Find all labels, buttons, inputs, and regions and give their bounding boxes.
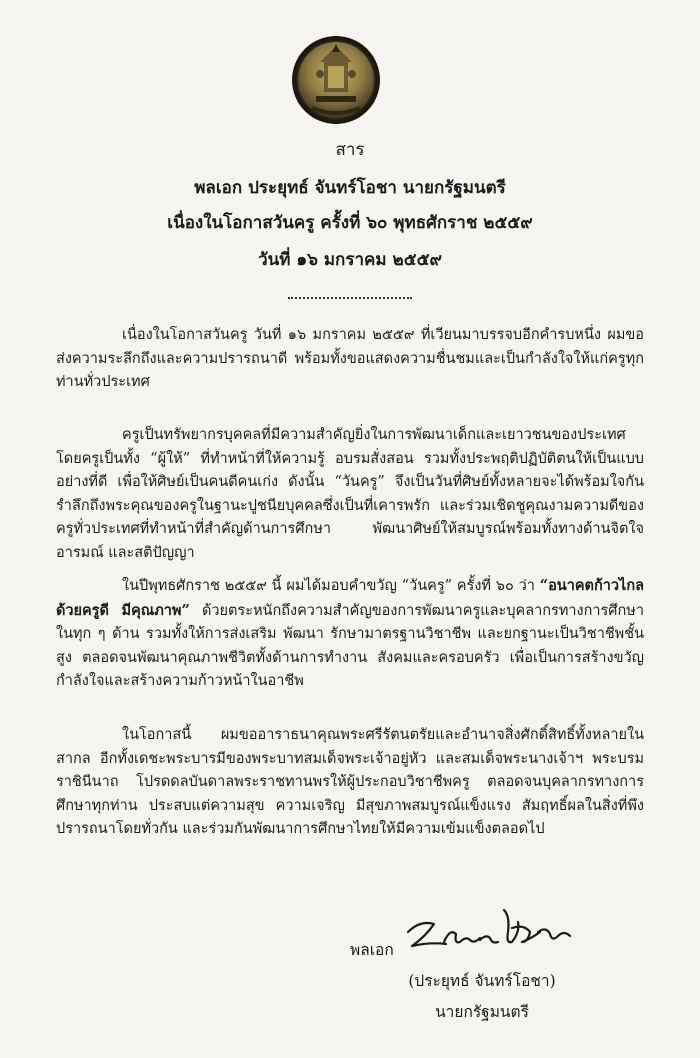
- signer-position: นายกรัฐมนตรี: [435, 1003, 529, 1021]
- paragraph-2: ครูเป็นทรัพยากรบุคคลที่มีความสำคัญยิ่งในการพัฒนาเด็กและเยาวชนของประเทศ โดยครูเป็นทั้ง “ผู้ให้” ที่ทำหน้าที่ให้ความรู้ อบรมสั่งสอน รวมทั้งประพฤติปฏิบัติตนให้เป็นแบบอย่างที่ดี เพื่อให้ศิษย์เป็นคนดีคนเก่ง ดังนั้น “วันครู” จึงเป็นวันที่ศิษย์ทั้งหลายจะได้พร้อมใจกันรำลึกถึงพระคุณของครูในฐานะปูชนียบุคคลซึ่งเป็นที่เคารพรัก และร่วมเชิดชูคุณงามความดีของครูทั่วประเทศที่ทำหน้าที่สำคัญด้านการศึกษา พัฒนาศิษย์ให้สมบูรณ์พร้อมทั้งทางด้านจิตใจ อารมณ์ และสติปัญญา: [56, 427, 644, 561]
- signer-name: (ประยุทธ์ จันทร์โอชา): [408, 972, 556, 990]
- document-label: สาร: [335, 140, 365, 160]
- paragraph-3: [56, 574, 644, 694]
- paragraph-3-rest: ด้วยตระหนักถึงความสำคัญของการพัฒนาครูและบุคลากรทางการศึกษาในทุก ๆ ด้าน รวมทั้งให้การส่งเสริม พัฒนา รักษามาตรฐานวิชาชีพ และยกฐานะเป็นวิชาชีพชั้นสูง ตลอดจนพัฒนาคุณภาพชีวิตทั้งด้านการทำงาน สังคมและครอบครัว เพื่อเป็นการสร้างขวัญกำลังใจและสร้างความก้าวหน้าในอาชีพ: [56, 602, 644, 690]
- paragraph-4: ในโอกาสนี้ ผมขออาราธนาคุณพระศรีรัตนตรัยและอำนาจสิ่งศักดิ์สิทธิ์ทั้งหลายในสากล อีกทั้งเดชะพระบารมีของพระบาทสมเด็จพระเจ้าอยู่หัว และสมเด็จพระนางเจ้าฯ พระบรมราชินีนาถ โปรดดลบันดาลพระราชทานพรให้ผู้ประกอบวิชาชีพครู ตลอดจนบุคลากรทางการศึกษาทุกท่าน ประสบแต่ความสุข ความเจริญ มีสุขภาพสมบูรณ์แข็งแรง สัมฤทธิ์ผลในสิ่งที่พึงปรารถนาโดยทั่วกัน และร่วมกันพัฒนาการศึกษาไทยให้มีความเข้มแข็งตลอดไป: [56, 727, 644, 838]
- government-seal-icon: [290, 22, 382, 140]
- occasion-line: เนื่องในโอกาสวันครู ครั้งที่ ๖๐ พุทธศักราช ๒๕๕๙: [167, 213, 533, 233]
- author-line: พลเอก ประยุทธ์ จันทร์โอชา นายกรัฐมนตรี: [194, 178, 506, 198]
- motto-text: “อนาคตก้าวไกล ด้วยครูดี มีคุณภาพ”: [56, 577, 644, 619]
- handwritten-signature-icon: [400, 902, 576, 964]
- separator-dots: [288, 291, 412, 299]
- paragraph-3-intro: ในปีพุทธศักราช ๒๕๕๙ นี้ ผมได้มอบคำขวัญ “วันครู” ครั้งที่ ๖๐ ว่า: [122, 578, 540, 594]
- date-line: วันที่ ๑๖ มกราคม ๒๕๕๙: [258, 250, 442, 270]
- signer-rank: พลเอก: [350, 941, 394, 959]
- paragraph-1: เนื่องในโอกาสวันครู วันที่ ๑๖ มกราคม ๒๕๕๙ ที่เวียนมาบรรจบอีกคำรบหนึ่ง ผมขอส่งความระลึกถึงและความปรารถนาดี พร้อมทั้งขอแสดงความชื่นชมและเป็นกำลังใจให้แก่ครูทุกท่านทั่วประเทศ: [56, 327, 644, 391]
